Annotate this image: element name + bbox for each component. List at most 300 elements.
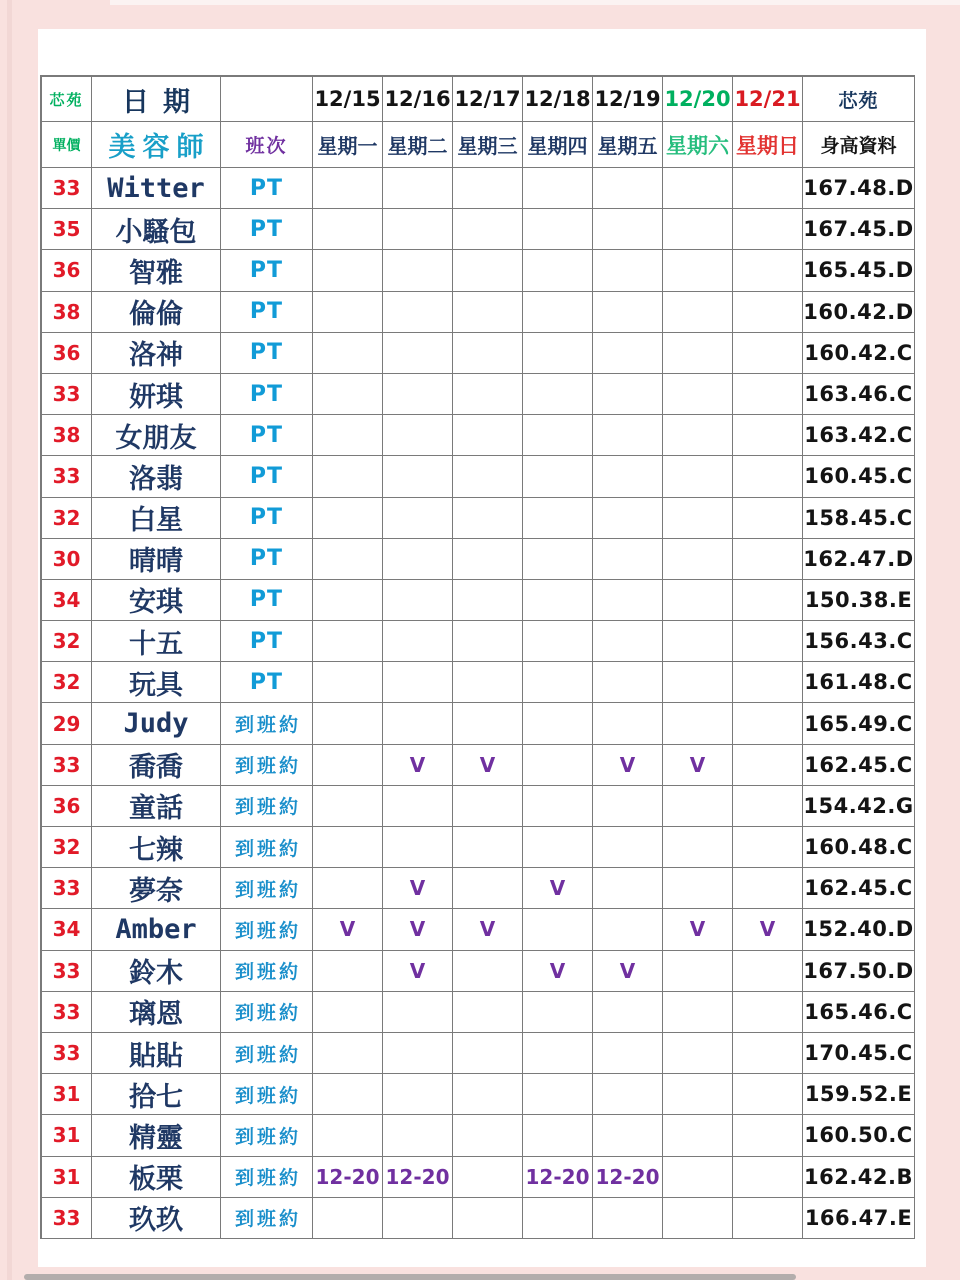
height-data: 158.45.C [803, 498, 915, 539]
day-cell: V [453, 909, 523, 950]
day-cell [663, 333, 733, 374]
day-cell [313, 539, 383, 580]
weekday-tue: 星期二 [383, 122, 453, 168]
beautician-name: 拾七 [92, 1074, 221, 1115]
day-cell [383, 333, 453, 374]
day-cell: 12-20 [593, 1157, 663, 1198]
day-cell [313, 168, 383, 209]
day-cell [523, 662, 593, 703]
day-cell [733, 868, 803, 909]
day-cell [523, 621, 593, 662]
day-cell [523, 1033, 593, 1074]
day-cell [383, 1074, 453, 1115]
day-cell [383, 292, 453, 333]
day-cell [523, 909, 593, 950]
day-cell: V [383, 909, 453, 950]
height-data: 162.42.B [803, 1157, 915, 1198]
day-cell [383, 703, 453, 744]
day-cell [453, 827, 523, 868]
day-cell [663, 415, 733, 456]
day-cell [593, 168, 663, 209]
day-cell [663, 1074, 733, 1115]
day-cell [453, 292, 523, 333]
height-data: 162.45.C [803, 745, 915, 786]
day-cell [663, 621, 733, 662]
shift-cell: 到班約 [221, 1198, 313, 1239]
day-cell [383, 209, 453, 250]
price-cell: 33 [42, 1198, 92, 1239]
day-cell [383, 374, 453, 415]
day-cell [383, 580, 453, 621]
shift-cell: PT [221, 498, 313, 539]
beautician-name: 玩具 [92, 662, 221, 703]
height-data: 165.49.C [803, 703, 915, 744]
shift-cell: 到班約 [221, 951, 313, 992]
day-cell [523, 1115, 593, 1156]
shift-cell: PT [221, 662, 313, 703]
day-cell: V [383, 745, 453, 786]
day-cell [453, 786, 523, 827]
day-cell [383, 992, 453, 1033]
day-cell [733, 539, 803, 580]
day-cell [663, 539, 733, 580]
beautician-name: 倫倫 [92, 292, 221, 333]
day-cell [733, 415, 803, 456]
day-cell [383, 662, 453, 703]
height-data: 163.42.C [803, 415, 915, 456]
day-cell [313, 745, 383, 786]
day-cell [593, 621, 663, 662]
height-data: 160.45.C [803, 456, 915, 497]
day-cell [523, 827, 593, 868]
day-cell: 12-20 [383, 1157, 453, 1198]
day-cell [733, 1198, 803, 1239]
day-cell [523, 456, 593, 497]
day-cell: V [383, 951, 453, 992]
shift-cell: 到班約 [221, 992, 313, 1033]
price-cell: 29 [42, 703, 92, 744]
shift-cell: PT [221, 292, 313, 333]
day-cell [663, 456, 733, 497]
height-data: 160.50.C [803, 1115, 915, 1156]
day-cell [313, 662, 383, 703]
day-cell [593, 374, 663, 415]
day-cell [663, 827, 733, 868]
day-cell [593, 209, 663, 250]
day-cell [733, 662, 803, 703]
day-cell [523, 374, 593, 415]
day-cell [523, 498, 593, 539]
day-cell [313, 374, 383, 415]
shift-cell: 到班約 [221, 909, 313, 950]
day-cell [593, 333, 663, 374]
day-cell [663, 951, 733, 992]
price-cell: 38 [42, 292, 92, 333]
date-col-tue: 12/16 [383, 77, 453, 122]
shift-cell: PT [221, 621, 313, 662]
date-col-thu: 12/18 [523, 77, 593, 122]
day-cell [663, 786, 733, 827]
beautician-name: 妍琪 [92, 374, 221, 415]
price-cell: 31 [42, 1115, 92, 1156]
shift-header-label: 班次 [221, 122, 313, 168]
weekday-mon: 星期一 [313, 122, 383, 168]
shift-cell: 到班約 [221, 827, 313, 868]
day-cell [453, 951, 523, 992]
day-cell [733, 333, 803, 374]
height-data: 165.46.C [803, 992, 915, 1033]
page-top-edge [110, 0, 960, 5]
beautician-name: 板栗 [92, 1157, 221, 1198]
day-cell [313, 415, 383, 456]
day-cell [313, 621, 383, 662]
shift-cell: 到班約 [221, 1157, 313, 1198]
day-cell [453, 333, 523, 374]
day-cell [593, 662, 663, 703]
day-cell [523, 209, 593, 250]
day-cell [593, 1115, 663, 1156]
day-cell: V [593, 745, 663, 786]
beautician-name: 洛神 [92, 333, 221, 374]
day-cell [313, 580, 383, 621]
height-data: 167.50.D [803, 951, 915, 992]
day-cell [593, 868, 663, 909]
day-cell [313, 703, 383, 744]
day-cell [593, 992, 663, 1033]
height-data: 170.45.C [803, 1033, 915, 1074]
day-cell [313, 951, 383, 992]
day-cell [383, 168, 453, 209]
day-cell [663, 250, 733, 291]
height-data: 162.45.C [803, 868, 915, 909]
date-col-mon: 12/15 [313, 77, 383, 122]
day-cell [733, 1115, 803, 1156]
price-header-label: 單價 [42, 122, 92, 168]
day-cell [453, 456, 523, 497]
day-cell: V [523, 868, 593, 909]
day-cell [733, 621, 803, 662]
beautician-name: 十五 [92, 621, 221, 662]
beautician-name: 小騷包 [92, 209, 221, 250]
beautician-name: 白星 [92, 498, 221, 539]
date-col-sun: 12/21 [733, 77, 803, 122]
day-cell [453, 498, 523, 539]
beautician-name: 七辣 [92, 827, 221, 868]
day-cell [663, 168, 733, 209]
day-cell [733, 1033, 803, 1074]
price-cell: 33 [42, 168, 92, 209]
day-cell [383, 1198, 453, 1239]
height-data: 150.38.E [803, 580, 915, 621]
height-data: 163.46.C [803, 374, 915, 415]
shift-cell: PT [221, 374, 313, 415]
shift-cell: 到班約 [221, 1115, 313, 1156]
day-cell [733, 951, 803, 992]
weekday-sat: 星期六 [663, 122, 733, 168]
day-cell [453, 992, 523, 1033]
price-cell: 32 [42, 827, 92, 868]
beautician-name: 鈴木 [92, 951, 221, 992]
day-cell: V [663, 745, 733, 786]
day-cell: V [593, 951, 663, 992]
shift-cell: PT [221, 168, 313, 209]
day-cell [313, 498, 383, 539]
beautician-header-label: 美容師 [92, 122, 221, 168]
day-cell [593, 250, 663, 291]
day-cell: V [733, 909, 803, 950]
day-cell [383, 1115, 453, 1156]
day-cell [593, 909, 663, 950]
day-cell [593, 1074, 663, 1115]
day-cell [733, 168, 803, 209]
shift-cell: PT [221, 415, 313, 456]
day-cell [453, 374, 523, 415]
day-cell [383, 539, 453, 580]
price-cell: 36 [42, 250, 92, 291]
day-cell: 12-20 [313, 1157, 383, 1198]
day-cell [453, 1198, 523, 1239]
day-cell [733, 456, 803, 497]
day-cell [663, 992, 733, 1033]
day-cell [383, 786, 453, 827]
day-cell [733, 374, 803, 415]
weekday-sun: 星期日 [733, 122, 803, 168]
day-cell [593, 539, 663, 580]
weekday-thu: 星期四 [523, 122, 593, 168]
height-data: 160.42.D [803, 292, 915, 333]
day-cell [593, 580, 663, 621]
height-data: 166.47.E [803, 1198, 915, 1239]
day-cell [663, 1198, 733, 1239]
price-cell: 32 [42, 498, 92, 539]
beautician-name: 精靈 [92, 1115, 221, 1156]
day-cell [453, 868, 523, 909]
day-cell [733, 209, 803, 250]
shift-cell: 到班約 [221, 786, 313, 827]
day-cell [733, 827, 803, 868]
day-cell [313, 1198, 383, 1239]
day-cell [523, 786, 593, 827]
day-cell [383, 827, 453, 868]
price-cell: 38 [42, 415, 92, 456]
shift-cell: 到班約 [221, 868, 313, 909]
corner-label-left: 芯苑 [42, 77, 92, 122]
day-cell [523, 745, 593, 786]
day-cell [453, 621, 523, 662]
day-cell [663, 292, 733, 333]
day-cell [523, 333, 593, 374]
page-left-shadow [7, 0, 12, 1280]
day-cell [523, 415, 593, 456]
height-data: 152.40.D [803, 909, 915, 950]
date-col-sat: 12/20 [663, 77, 733, 122]
shift-cell: PT [221, 333, 313, 374]
day-cell [523, 292, 593, 333]
corner-label-right: 芯苑 [803, 77, 915, 122]
price-cell: 33 [42, 1033, 92, 1074]
shift-cell: 到班約 [221, 703, 313, 744]
day-cell [383, 621, 453, 662]
height-data: 159.52.E [803, 1074, 915, 1115]
day-cell [453, 1157, 523, 1198]
shift-cell: PT [221, 209, 313, 250]
day-cell [733, 580, 803, 621]
day-cell: V [663, 909, 733, 950]
beautician-name: 夢奈 [92, 868, 221, 909]
weekday-wed: 星期三 [453, 122, 523, 168]
shift-cell: PT [221, 250, 313, 291]
day-cell [733, 703, 803, 744]
day-cell [383, 1033, 453, 1074]
day-cell [733, 1074, 803, 1115]
day-cell [523, 1074, 593, 1115]
date-header-label: 日期 [92, 77, 221, 122]
date-col-wed: 12/17 [453, 77, 523, 122]
day-cell [383, 250, 453, 291]
shift-cell: PT [221, 539, 313, 580]
day-cell [663, 580, 733, 621]
day-cell [593, 1198, 663, 1239]
price-cell: 33 [42, 745, 92, 786]
height-header-label: 身高資料 [803, 122, 915, 168]
day-cell [733, 250, 803, 291]
height-data: 161.48.C [803, 662, 915, 703]
height-data: 156.43.C [803, 621, 915, 662]
day-cell [313, 1115, 383, 1156]
beautician-name: Witter [92, 168, 221, 209]
beautician-name: 女朋友 [92, 415, 221, 456]
beautician-name: Amber [92, 909, 221, 950]
price-cell: 31 [42, 1157, 92, 1198]
day-cell [523, 703, 593, 744]
weekday-fri: 星期五 [593, 122, 663, 168]
shift-cell: 到班約 [221, 745, 313, 786]
height-data: 165.45.D [803, 250, 915, 291]
day-cell [663, 374, 733, 415]
day-cell [733, 292, 803, 333]
beautician-name: 洛翡 [92, 456, 221, 497]
day-cell: V [523, 951, 593, 992]
day-cell: 12-20 [523, 1157, 593, 1198]
day-cell [453, 1033, 523, 1074]
day-cell: V [313, 909, 383, 950]
shift-cell: PT [221, 580, 313, 621]
shift-cell: 到班約 [221, 1033, 313, 1074]
height-data: 160.48.C [803, 827, 915, 868]
day-cell [593, 292, 663, 333]
shift-cell: 到班約 [221, 1074, 313, 1115]
beautician-name: 晴晴 [92, 539, 221, 580]
height-data: 167.45.D [803, 209, 915, 250]
price-cell: 36 [42, 333, 92, 374]
day-cell [733, 498, 803, 539]
price-cell: 32 [42, 621, 92, 662]
beautician-name: Judy [92, 703, 221, 744]
price-cell: 33 [42, 868, 92, 909]
day-cell [733, 992, 803, 1033]
price-cell: 36 [42, 786, 92, 827]
beautician-name: 喬喬 [92, 745, 221, 786]
day-cell [523, 580, 593, 621]
day-cell [313, 992, 383, 1033]
day-cell [663, 209, 733, 250]
day-cell [523, 1198, 593, 1239]
day-cell [593, 415, 663, 456]
price-cell: 33 [42, 456, 92, 497]
beautician-name: 安琪 [92, 580, 221, 621]
day-cell [453, 580, 523, 621]
day-cell [593, 1033, 663, 1074]
day-cell [523, 539, 593, 580]
day-cell [383, 415, 453, 456]
price-cell: 33 [42, 951, 92, 992]
price-cell: 33 [42, 374, 92, 415]
day-cell [733, 1157, 803, 1198]
day-cell [453, 662, 523, 703]
day-cell [733, 745, 803, 786]
day-cell [523, 992, 593, 1033]
day-cell [593, 456, 663, 497]
day-cell [663, 703, 733, 744]
day-cell [313, 1074, 383, 1115]
day-cell [313, 250, 383, 291]
price-cell: 31 [42, 1074, 92, 1115]
day-cell [593, 703, 663, 744]
day-cell [523, 250, 593, 291]
price-cell: 34 [42, 909, 92, 950]
price-cell: 32 [42, 662, 92, 703]
beautician-name: 璃恩 [92, 992, 221, 1033]
blank-header-cell [221, 77, 313, 122]
beautician-name: 玖玖 [92, 1198, 221, 1239]
day-cell [453, 1074, 523, 1115]
schedule-table [40, 75, 915, 1239]
day-cell: V [453, 745, 523, 786]
day-cell [453, 1115, 523, 1156]
beautician-name: 童話 [92, 786, 221, 827]
day-cell [313, 868, 383, 909]
day-cell [663, 1157, 733, 1198]
day-cell [313, 209, 383, 250]
day-cell [663, 498, 733, 539]
photo-edge-shadow [24, 1274, 796, 1280]
day-cell [663, 662, 733, 703]
day-cell [663, 1033, 733, 1074]
day-cell [453, 539, 523, 580]
day-cell [383, 456, 453, 497]
day-cell [453, 209, 523, 250]
height-data: 154.42.G [803, 786, 915, 827]
price-cell: 30 [42, 539, 92, 580]
day-cell: V [383, 868, 453, 909]
shift-cell: PT [221, 456, 313, 497]
day-cell [593, 827, 663, 868]
date-col-fri: 12/19 [593, 77, 663, 122]
price-cell: 34 [42, 580, 92, 621]
day-cell [313, 827, 383, 868]
price-cell: 35 [42, 209, 92, 250]
day-cell [663, 1115, 733, 1156]
height-data: 160.42.C [803, 333, 915, 374]
day-cell [523, 168, 593, 209]
day-cell [313, 456, 383, 497]
day-cell [593, 786, 663, 827]
day-cell [663, 868, 733, 909]
day-cell [453, 415, 523, 456]
height-data: 162.47.D [803, 539, 915, 580]
day-cell [313, 333, 383, 374]
day-cell [453, 168, 523, 209]
